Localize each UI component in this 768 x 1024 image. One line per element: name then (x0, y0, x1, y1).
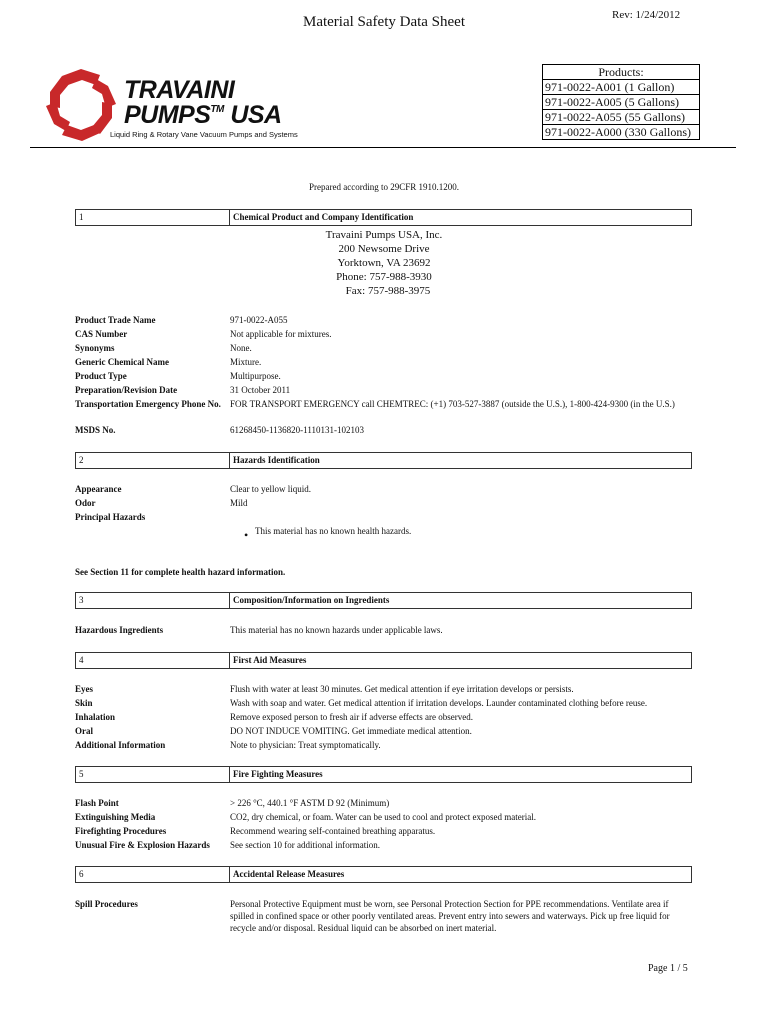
field-value: Mild (230, 498, 248, 508)
field-value: Remove exposed person to fresh air if adverse effects are observed. (230, 712, 473, 722)
section-divider (229, 767, 230, 782)
section-number: 2 (79, 455, 84, 465)
section-divider (229, 210, 230, 225)
field-value: Personal Protective Equipment must be worn, see Personal Protection Section for PPE recommendations. Ventilate area if spilled in confined space or other poorly ventilated areas. Prevent entry into sewers and waterways. Pick up free liquid for recycle and/or disposal. Residual liquid can be absorbed on inert material. (230, 899, 670, 933)
field-value: Recommend wearing self-contained breathing apparatus. (230, 826, 436, 836)
document-title: Material Safety Data Sheet (302, 14, 466, 30)
field-value: Wash with soap and water. Get medical attention if irritation develops. Launder contaminated clothing before reuse. (230, 698, 648, 708)
company-city: Yorktown, VA 23692 (337, 257, 431, 269)
section-header-6 (75, 866, 692, 883)
section-divider (229, 867, 230, 882)
field-value: Multipurpose. (230, 371, 281, 381)
page-number: Page 1 / 5 (648, 963, 688, 974)
logo-tagline: Liquid Ring & Rotary Vane Vacuum Pumps and Systems (110, 130, 298, 139)
field-value: 971-0022-A055 (230, 315, 288, 325)
section-divider (229, 593, 230, 608)
company-name: Travaini Pumps USA, Inc. (325, 229, 443, 241)
products-header: Products: (543, 65, 700, 80)
field-label: CAS Number (75, 329, 128, 339)
field-value: Clear to yellow liquid. (230, 484, 311, 494)
revision-date: Rev: 1/24/2012 (612, 9, 681, 21)
product-item: 971-0022-A005 (5 Gallons) (543, 95, 700, 110)
field-label: Generic Chemical Name (75, 357, 169, 367)
product-item: 971-0022-A000 (330 Gallons) (543, 125, 700, 140)
field-value: 61268450-1136820-1110131-102103 (230, 425, 364, 435)
products-table (542, 64, 700, 140)
field-label: Principal Hazards (75, 512, 146, 522)
field-label: Preparation/Revision Date (75, 385, 178, 395)
section-divider (229, 653, 230, 668)
company-phone: Phone: 757-988-3930 (336, 271, 432, 283)
logo-text-pumps: PUMPS (124, 101, 211, 129)
field-value: DO NOT INDUCE VOMITING. Get immediate medical attention. (230, 726, 472, 736)
field-value: Flush with water at least 30 minutes. Get medical attention if eye irritation develops or persists. (230, 684, 574, 694)
field-label: Flash Point (75, 798, 119, 808)
field-label: Oral (75, 726, 93, 736)
section-title: Chemical Product and Company Identification (233, 212, 414, 222)
field-value: Note to physician: Treat symptomatically. (230, 740, 381, 750)
field-value: Not applicable for mixtures. (230, 329, 332, 339)
section-divider (229, 453, 230, 468)
logo-text-line2 (124, 101, 282, 130)
bullet-icon: • (244, 528, 249, 542)
field-value: This material has no known hazards under applicable laws. (230, 625, 443, 635)
section-number: 6 (79, 869, 84, 879)
field-label: Eyes (75, 684, 93, 694)
section11-note: See Section 11 for complete health hazard information. (75, 567, 286, 577)
section-number: 3 (79, 595, 84, 605)
field-label: Product Trade Name (75, 315, 156, 325)
section-title: First Aid Measures (233, 655, 307, 665)
field-value: FOR TRANSPORT EMERGENCY call CHEMTREC: (+1) 703-527-3887 (outside the U.S.), 1-800-424-9300 (in the U.S.) (230, 399, 675, 409)
header-divider (30, 147, 736, 148)
hazard-text: This material has no known health hazards. (255, 526, 412, 536)
field-value: 31 October 2011 (230, 385, 291, 395)
logo-trademark: TM (210, 104, 224, 115)
company-logo (40, 62, 310, 146)
field-label: Appearance (75, 484, 122, 494)
field-value: > 226 °C, 440.1 °F ASTM D 92 (Minimum) (230, 798, 390, 808)
section-header-2 (75, 452, 692, 469)
field-value: CO2, dry chemical, or foam. Water can be used to cool and protect exposed material. (230, 812, 536, 822)
field-label: Unusual Fire & Explosion Hazards (75, 840, 210, 850)
field-label: Spill Procedures (75, 899, 138, 909)
company-address: 200 Newsome Drive (338, 243, 430, 255)
field-label: Odor (75, 498, 96, 508)
section-title: Hazards Identification (233, 455, 320, 465)
field-label: Hazardous Ingredients (75, 625, 164, 635)
section-number: 1 (79, 212, 84, 222)
section-number: 4 (79, 655, 84, 665)
product-item: 971-0022-A001 (1 Gallon) (543, 80, 700, 95)
product-item: 971-0022-A055 (55 Gallons) (543, 110, 700, 125)
section-number: 5 (79, 769, 84, 779)
section-header-1 (75, 209, 692, 226)
field-label: Transportation Emergency Phone No. (75, 399, 221, 409)
field-value: See section 10 for additional information. (230, 840, 380, 850)
section-header-3 (75, 592, 692, 609)
field-label: Firefighting Procedures (75, 826, 167, 836)
field-label: MSDS No. (75, 425, 116, 435)
field-label: Skin (75, 698, 93, 708)
section-header-4 (75, 652, 692, 669)
field-label: Synonyms (75, 343, 115, 353)
field-value: None. (230, 343, 252, 353)
field-label: Extinguishing Media (75, 812, 156, 822)
company-fax: Fax: 757-988-3975 (345, 285, 431, 297)
section-title: Accidental Release Measures (233, 869, 345, 879)
logo-text-line1: TRAVAINI (124, 76, 235, 104)
field-label: Inhalation (75, 712, 116, 722)
logo-mark-icon (42, 66, 120, 144)
field-label: Product Type (75, 371, 127, 381)
section-title: Fire Fighting Measures (233, 769, 323, 779)
field-label: Additional Information (75, 740, 166, 750)
section-header-5 (75, 766, 692, 783)
prepared-statement: Prepared according to 29CFR 1910.1200. (309, 182, 459, 192)
logo-text-usa: USA (230, 101, 282, 129)
field-value: Mixture. (230, 357, 262, 367)
section-title: Composition/Information on Ingredients (233, 595, 390, 605)
